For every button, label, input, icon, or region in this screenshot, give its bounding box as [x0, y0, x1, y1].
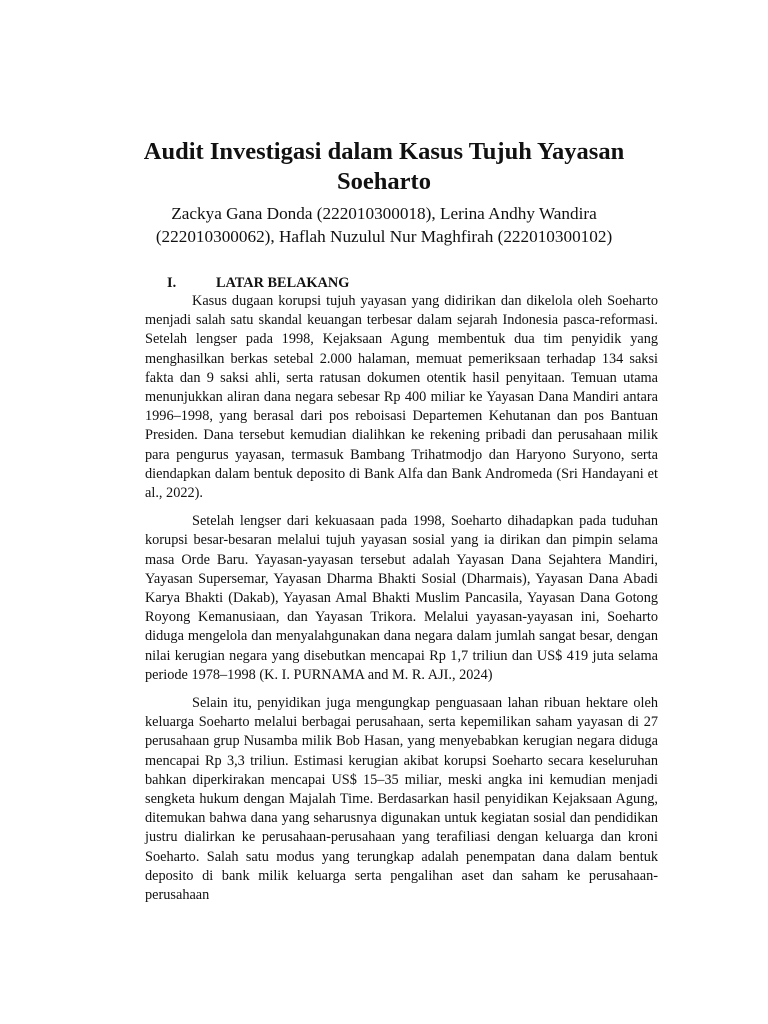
- paragraph: Kasus dugaan korupsi tujuh yayasan yang didirikan dan dikelola oleh Soeharto menjadi salah satu skandal keuangan terbesar dalam sejarah Indonesia pasca-reformasi. Setelah lengser pada 1998, Kejaksaan Agung membentuk dua tim penyidik yang menghasilkan berkas setebal 2.000 halaman, memuat pemeriksaan terhadap 134 saksi fakta dan 9 saksi ahli, serta ratusan dokumen otentik hasil penyitaan. Temuan utama menunjukkan aliran dana negara sebesar Rp 400 miliar ke Yayasan Dana Mandiri antara 1996–1998, yang berasal dari pos reboisasi Departemen Kehutanan dan pos Bantuan Presiden. Dana tersebut kemudian dialihkan ke rekening pribadi dan perusahaan milik para pengurus yayasan, termasuk Bambang Trihatmodjo dan Haryono Suryono, serta diendapkan dalam bentuk deposito di Bank Alfa dan Bank Andromeda (Sri Handayani et al., 2022).: [145, 293, 658, 502]
- author-list: Zackya Gana Donda (222010300018), Lerina Andhy Wandira (222010300062), Haflah Nuzulul Nur Maghfirah (222010300102): [155, 204, 613, 246]
- section-body: [145, 292, 658, 914]
- section-number: I.: [167, 275, 177, 291]
- paragraph: Setelah lengser dari kekuasaan pada 1998, Soeharto dihadapkan pada tuduhan korupsi besar-besaran melalui tujuh yayasan sosial yang ia dirikan dan pimpin selama masa Orde Baru. Yayasan-yayasan tersebut adalah Yayasan Dana Sejahtera Mandiri, Yayasan Supersemar, Yayasan Dharma Bhakti Sosial (Dharmais), Yayasan Dana Abadi Karya Bhakti (Dakab), Yayasan Amal Bhakti Muslim Pancasila, Yayasan Dana Gotong Royong Kemanusiaan, dan Yayasan Trikora. Melalui yayasan-yayasan ini, Soeharto diduga mengelola dan menyalahgunakan dana negara dalam jumlah sangat besar, dengan nilai kerugian negara yang disebutkan mencapai Rp 1,7 triliun dan US$ 419 juta selama periode 1978–1998 (K. I. PURNAMA and M. R. AJI., 2024): [145, 513, 658, 683]
- paper-title: Audit Investigasi dalam Kasus Tujuh Yayasan Soeharto: [143, 138, 625, 195]
- section-title: LATAR BELAKANG: [216, 275, 350, 291]
- paragraph: Selain itu, penyidikan juga mengungkap penguasaan lahan ribuan hektare oleh keluarga Soeharto melalui berbagai perusahaan, serta kepemilikan saham yayasan di 27 perusahaan grup Nusamba milik Bob Hasan, yang menyebabkan kerugian negara diduga mencapai Rp 3,3 triliun. Estimasi kerugian akibat korupsi Soeharto secara keseluruhan bahkan diperkirakan mencapai US$ 15–35 miliar, meski angka ini kemudian menjadi sengketa hukum dengan Majalah Time. Berdasarkan hasil penyidikan Kejaksaan Agung, ditemukan bahwa dana yang seharusnya digunakan untuk kegiatan sosial dan pendidikan justru dialirkan ke perusahaan-perusahaan yang terafiliasi dengan keluarga dan kroni Soeharto. Salah satu modus yang terungkap adalah penempatan dana dalam bentuk deposito di bank milik keluarga serta pengalihan aset dan saham ke perusahaan-perusahaan: [145, 695, 658, 904]
- section-heading: [167, 274, 349, 293]
